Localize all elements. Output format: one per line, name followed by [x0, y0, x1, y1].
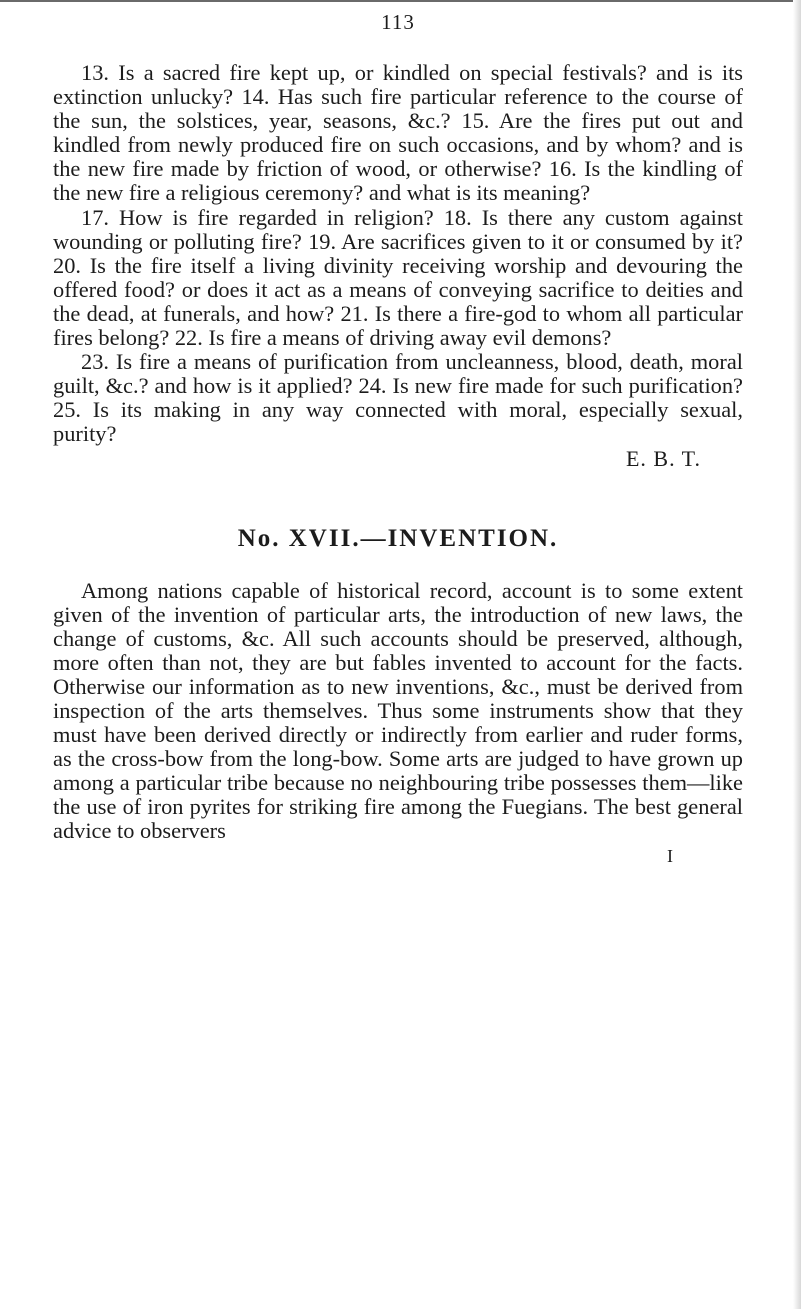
book-page	[53, 10, 743, 867]
printer-signature-mark: I	[667, 845, 673, 866]
paragraph-questions-13-16: 13. Is a sacred fire kept up, or kindled on special festivals? and is its extinction unlucky? 14. Has such fire particular reference to the course of the sun, the solstices, year, seasons, &c.? 15. Are the fires put out and kindled from newly produced fire on such occasions, and by whom? and is the new fire made by friction of wood, or otherwise? 16. Is the kindling of the new fire a religious ceremony? and what is its meaning?	[53, 60, 743, 206]
paragraph-questions-23-25: 23. Is fire a means of purification from uncleanness, blood, death, moral guilt, &c.? and how is it applied? 24. Is new fire made for such purification? 25. Is its making in any way connected with moral, especially sexual, purity?	[53, 349, 743, 447]
paragraph-invention-intro: Among nations capable of historical record, account is to some extent given of the invention of particular arts, the introduction of new laws, the change of customs, &c. All such accounts should be preserved, although, more often than not, they are but fables invented to account for the facts. Otherwise our information as to new inventions, &c., must be derived from inspection of the arts themselves. Thus some instruments show that they must have been derived directly or indirectly from earlier and ruder forms, as the cross-bow from the long-bow. Some arts are judged to have grown up among a particular tribe because no neighbouring tribe possesses them—like the use of iron pyrites for striking fire among the Fuegians. The best general advice to observers	[53, 577, 743, 844]
section-heading: No. XVII.—INVENTION.	[237, 524, 559, 552]
page-top-rule	[0, 0, 801, 2]
paragraph-questions-17-22: 17. How is fire regarded in religion? 18. Is there any custom against wounding or polluting fire? 19. Are sacrifices given to it or consumed by it? 20. Is the fire itself a living divinity receiving worship and devouring the offered food? or does it act as a means of conveying sacrifice to deities and the dead, at funerals, and how? 21. Is there a fire-god to whom all particular fires belong? 22. Is fire a means of driving away evil demons?	[53, 204, 743, 351]
page-number: 113	[381, 10, 415, 34]
author-initials: E. B. T.	[625, 445, 701, 471]
page-edge-shadow	[793, 0, 801, 1309]
